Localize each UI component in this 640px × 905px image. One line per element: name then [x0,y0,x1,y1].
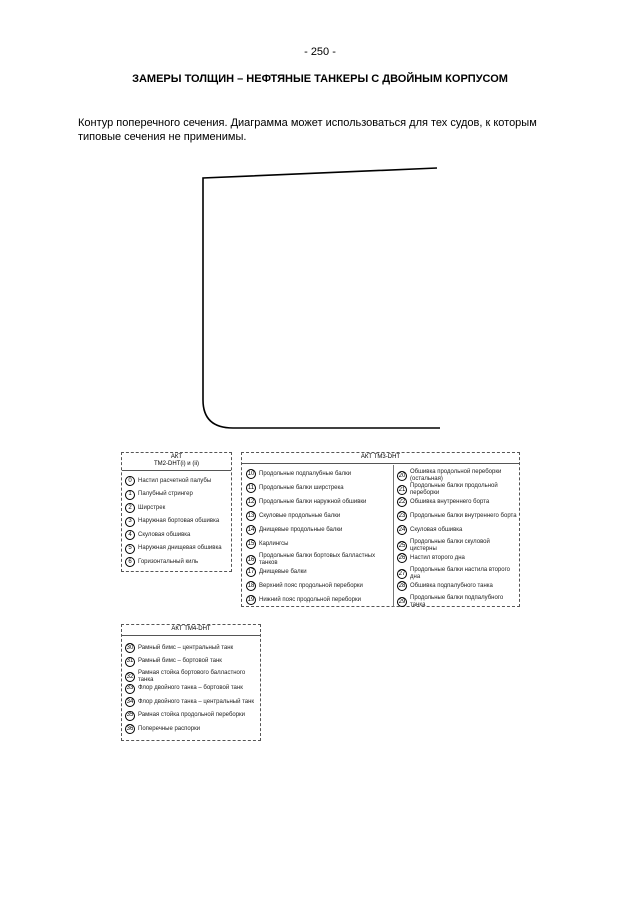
legend-tm2 [121,452,232,572]
item-label: Наружная днищевая обшивка [138,545,222,551]
item-label: Скуловая обшивка [410,526,463,533]
item-number-badge: 12 [246,497,256,507]
document-title: ЗАМЕРЫ ТОЛЩИН – НЕФТЯНЫЕ ТАНКЕРЫ С ДВОЙНЫМ КОРПУСОМ [132,73,508,85]
legend-item [125,503,229,513]
item-number-badge: 27 [397,569,407,579]
legend-item [397,497,517,507]
legend-item [397,469,517,483]
item-number-badge: 30 [125,643,135,653]
item-label: Продольные балки подпалубного танка [410,595,504,608]
item-label: Продольные балки внутреннего борта [410,512,517,519]
item-label: Ширстрек [138,504,166,511]
legend-item [397,553,517,563]
legend-item [246,469,390,479]
item-label: Наружная бортовая обшивка [138,518,220,524]
legend-tm3-header: АКТ TM3-DHT [242,453,519,464]
item-label: Настил второго дна [410,554,465,561]
item-number-badge: 20 [397,471,407,481]
item-number-badge: 19 [246,595,256,605]
item-number-badge: 3 [125,517,135,527]
legend-item [125,724,259,734]
legend-tm2-subtitle: TM2-DHT(i) и (ii) [153,461,199,467]
legend-item [125,697,259,707]
item-number-badge: 35 [125,711,135,721]
legend-item [397,595,517,609]
item-number-badge: 33 [125,684,135,694]
item-label: Верхний пояс продольной переборки [259,582,363,589]
legend-item [125,657,259,667]
item-label: Настил расчетной палубы [138,477,212,484]
item-label: Обшивка внутреннего борта [410,498,490,505]
item-number-badge: 21 [397,485,407,495]
item-number-badge: 2 [125,503,135,513]
item-number-badge: 36 [125,724,135,734]
item-label: Продольные балки настила второго дна [410,567,510,580]
intro-paragraph: Контур поперечного сечения. Диаграмма может использоваться для тех судов, к которым типовые сечения не применимы. [78,117,537,143]
legend-item [125,544,229,554]
item-label: Флор двойного танка – бортовой танк [138,685,243,691]
item-label: Продольные балки скуловой цистерны [410,539,490,552]
legend-item [397,511,517,521]
legend-item [246,595,390,605]
item-label: Продольные подпалубные балки [259,470,352,477]
item-label: Рамная стойка бортового балластного танка [138,670,246,683]
legend-item [246,525,390,535]
item-number-badge: 25 [397,541,407,551]
legend-item [397,581,517,591]
legend-item [246,511,390,521]
item-number-badge: 10 [246,469,256,479]
legend-item [246,581,390,591]
item-label: Нижний пояс продольной переборки [259,596,361,603]
legend-item [125,643,259,653]
item-number-badge: 22 [397,497,407,507]
legend-tm3 [241,452,520,607]
legend-item [246,539,390,549]
item-label: Горизонтальный киль [138,558,199,565]
item-label: Палубный стрингер [138,491,193,497]
item-label: Рамная стойка продольной переборки [138,712,246,718]
item-label: Рамный бимс – бортовой танк [138,658,222,664]
legend-tm2-title: АКТ [170,454,183,460]
item-label: Продольные балки ширстрека [259,484,344,491]
item-number-badge: 29 [397,597,407,607]
item-label: Обшивка подпалубного танка [410,582,493,589]
item-label: Продольные балки бортовых балластных танков [259,553,376,566]
item-label: Карлингсы [259,540,289,547]
item-number-badge: 32 [125,672,135,682]
legend-item [125,711,259,721]
legend-item [397,525,517,535]
item-number-badge: 11 [246,483,256,493]
item-label: Флор двойного танка – центральный танк [138,698,255,705]
legend-item [397,539,517,553]
item-number-badge: 23 [397,511,407,521]
item-number-badge: 34 [125,697,135,707]
item-number-badge: 13 [246,511,256,521]
legend-item [125,530,229,540]
item-label: Днищевые продольные балки [259,526,343,533]
item-number-badge: 4 [125,530,135,540]
legend-item [397,567,517,581]
item-number-badge: 24 [397,525,407,535]
legend-item [125,476,229,486]
legend-item [246,553,390,567]
item-label: Продольные балки наружной обшивки [259,498,367,505]
item-label: Скуловая обшивка [138,531,191,538]
item-number-badge: 28 [397,581,407,591]
item-number-badge: 16 [246,555,256,565]
legend-item [125,670,259,684]
item-number-badge: 26 [397,553,407,563]
legend-item [125,490,229,500]
legend-tm4-header: АКТ TM4-DHT [122,625,260,636]
legend-item [125,684,259,694]
legend-tm2-header [122,453,231,471]
item-number-badge: 6 [125,557,135,567]
legend-tm4 [121,624,261,741]
legend-item [246,567,390,577]
item-number-badge: 1 [125,490,135,500]
item-label: Продольные балки продольной переборки [410,483,498,496]
item-number-badge: 17 [246,567,256,577]
item-label: Днищевые балки [259,568,307,575]
item-number-badge: 5 [125,544,135,554]
legend-item [125,517,229,527]
item-number-badge: 15 [246,539,256,549]
legend-item [397,483,517,497]
page-number: - 250 - [304,46,336,58]
item-number-badge: 0 [125,476,135,486]
item-label: Поперечные распорки [138,725,201,732]
legend-item [246,483,390,493]
item-number-badge: 14 [246,525,256,535]
item-number-badge: 18 [246,581,256,591]
legend-item [246,497,390,507]
legend-item [125,557,229,567]
item-number-badge: 31 [125,657,135,667]
item-label: Обшивка продольной переборки (остальная) [410,469,502,482]
item-label: Скуловые продольные балки [259,512,341,519]
item-label: Рамный бимс – центральный танк [138,644,234,651]
